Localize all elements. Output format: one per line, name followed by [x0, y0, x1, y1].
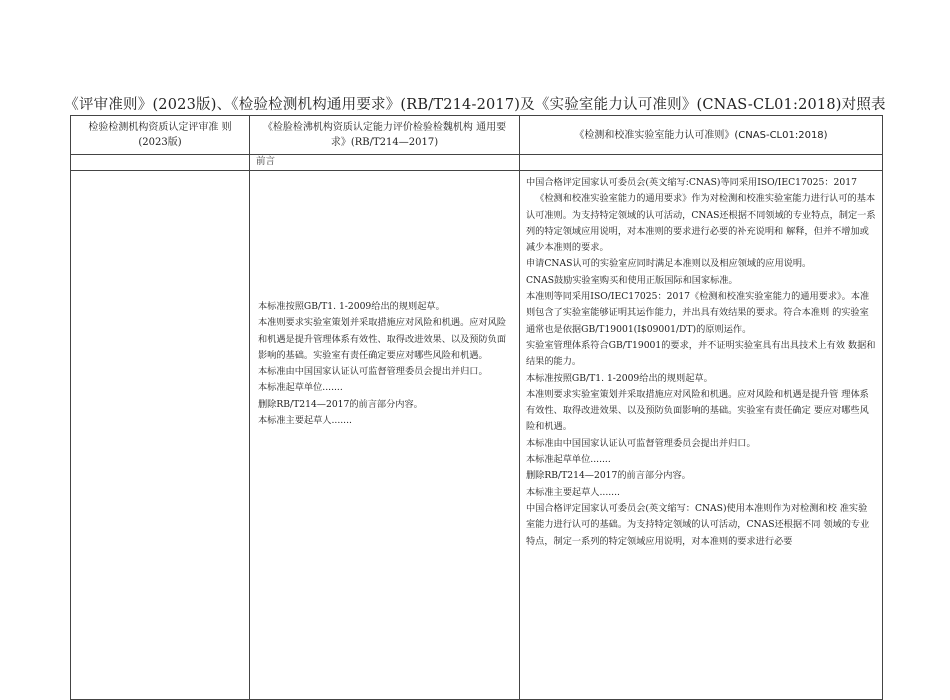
col3-paragraph: 本准则等同采用ISO/IEC17025：2017《检测和校准实验室能力的通用要求》。本准则包含了实验室能够证明其运作能力，并出具有效结果的要求。符合本准则 的实验室通常也是依据GB/T19001(I$09001/DT)的原则运作。: [526, 291, 870, 335]
header-col-3: 《检测和校准实验室能力认可准则》(CNAS-CL01:2018): [520, 116, 883, 155]
col3-paragraph: CNAS鼓励实验室购买和使用正版国际和国家标准。: [526, 274, 738, 286]
content-row: [71, 171, 883, 700]
col3-paragraph: 本标准由中国国家认证认可监督管理委员会提出并归口。: [526, 437, 756, 449]
col3-paragraph: 申请CNAS认可的实验室应同时满足本准则以及相应领域的应用说明。: [526, 258, 812, 270]
header-col-2: 《检脸检沸机构资质认定能力评价检验检魏机构 通用要求》(RB/T214—2017): [250, 116, 520, 155]
comparison-table: [70, 115, 883, 700]
col3-paragraph: 中国合格评定国家认可委员会(英文缩写：CNAS)使用本准则作为对检测和校 准实验室能力进行认可的基础。为支持特定领域的认可活动，CNAS还根据不同 领域的专业特点，制定一系列的特定领域应用说明，对本准则的要求进行必要: [526, 502, 870, 547]
col3-paragraph: 中国合格评定国家认可委员会(英文缩写:CNAS)等同采用ISO/IEC17025：2017: [526, 177, 857, 188]
col2-paragraph: 本标准由中国国家认证认可监督管理委员会提出并归口。: [258, 366, 488, 378]
col2-paragraph: 本标准主要起草人.......: [258, 415, 352, 427]
table-header-row: [71, 116, 883, 155]
col3-paragraph: 本标准起草单位.......: [526, 454, 611, 466]
col2-paragraph: 本标准按照GB/T1. 1-2009给出的规则起草。: [258, 301, 445, 312]
col3-paragraph: 删除RB/T214—2017的前言部分内容。: [526, 470, 691, 482]
col3-paragraph: 《检测和校准实验室能力的通用要求》作为对检测和校准实验室能力进行认可的基本认可准则。为支持特定领域的认可活动，CNAS还根据不同领域的专业特点，制定一系列的特定领域应用说明，对本准则的要求进行必要的补充说明和 解释，但并不增加或减少本准则的要求。: [526, 193, 876, 254]
col3-paragraph: 实验室管理体系符合GB/T19001的要求，并不证明实验室具有出具技术上有效 数据和结果的能力。: [526, 339, 876, 368]
content-cell-col-3: [520, 171, 883, 700]
preface-label: 前言: [250, 155, 520, 171]
header-col-1: 检验检测机构资质认定评审准 则(2023版): [71, 116, 250, 155]
col3-paragraph: 本标准主要起草人.......: [526, 486, 620, 498]
col3-paragraph: 本标准按照GB/T1. 1-2009给出的规则起草。: [526, 372, 713, 384]
col3-paragraph: 本准则要求实验室策划并采取措施应对风险和机遇。应对风险和机遇是提升管 理体系有效性、取得改进效果、以及预防负面影响的基础。实验室有责任确定 要应对哪些风险和机遇。: [526, 388, 869, 433]
content-cell-col-1: [71, 171, 250, 700]
col2-paragraph: 本标准起草单位.......: [258, 382, 343, 394]
content-cell-col-2: [250, 171, 520, 700]
preface-row: [71, 155, 883, 171]
preface-cell-1: [71, 155, 250, 171]
col2-paragraph: 删除RB/T214—2017的前言部分内容。: [258, 398, 423, 410]
document-title: 《评审准则》(2023版)、《检验检测机构通用要求》(RB/T214-2017)及《实验室能力认可准则》(CNAS-CL01:2018)对照表: [64, 97, 886, 113]
preface-cell-3: [520, 155, 883, 171]
col2-paragraph: 本准则要求实验室策划并采取措施应对风险和机遇。应对风险和机遇是提升管理体系有效性、取得改进效果、以及预防负面影响的基础。实验室有责任确定要应对哪些风险和机遇。: [258, 317, 507, 361]
